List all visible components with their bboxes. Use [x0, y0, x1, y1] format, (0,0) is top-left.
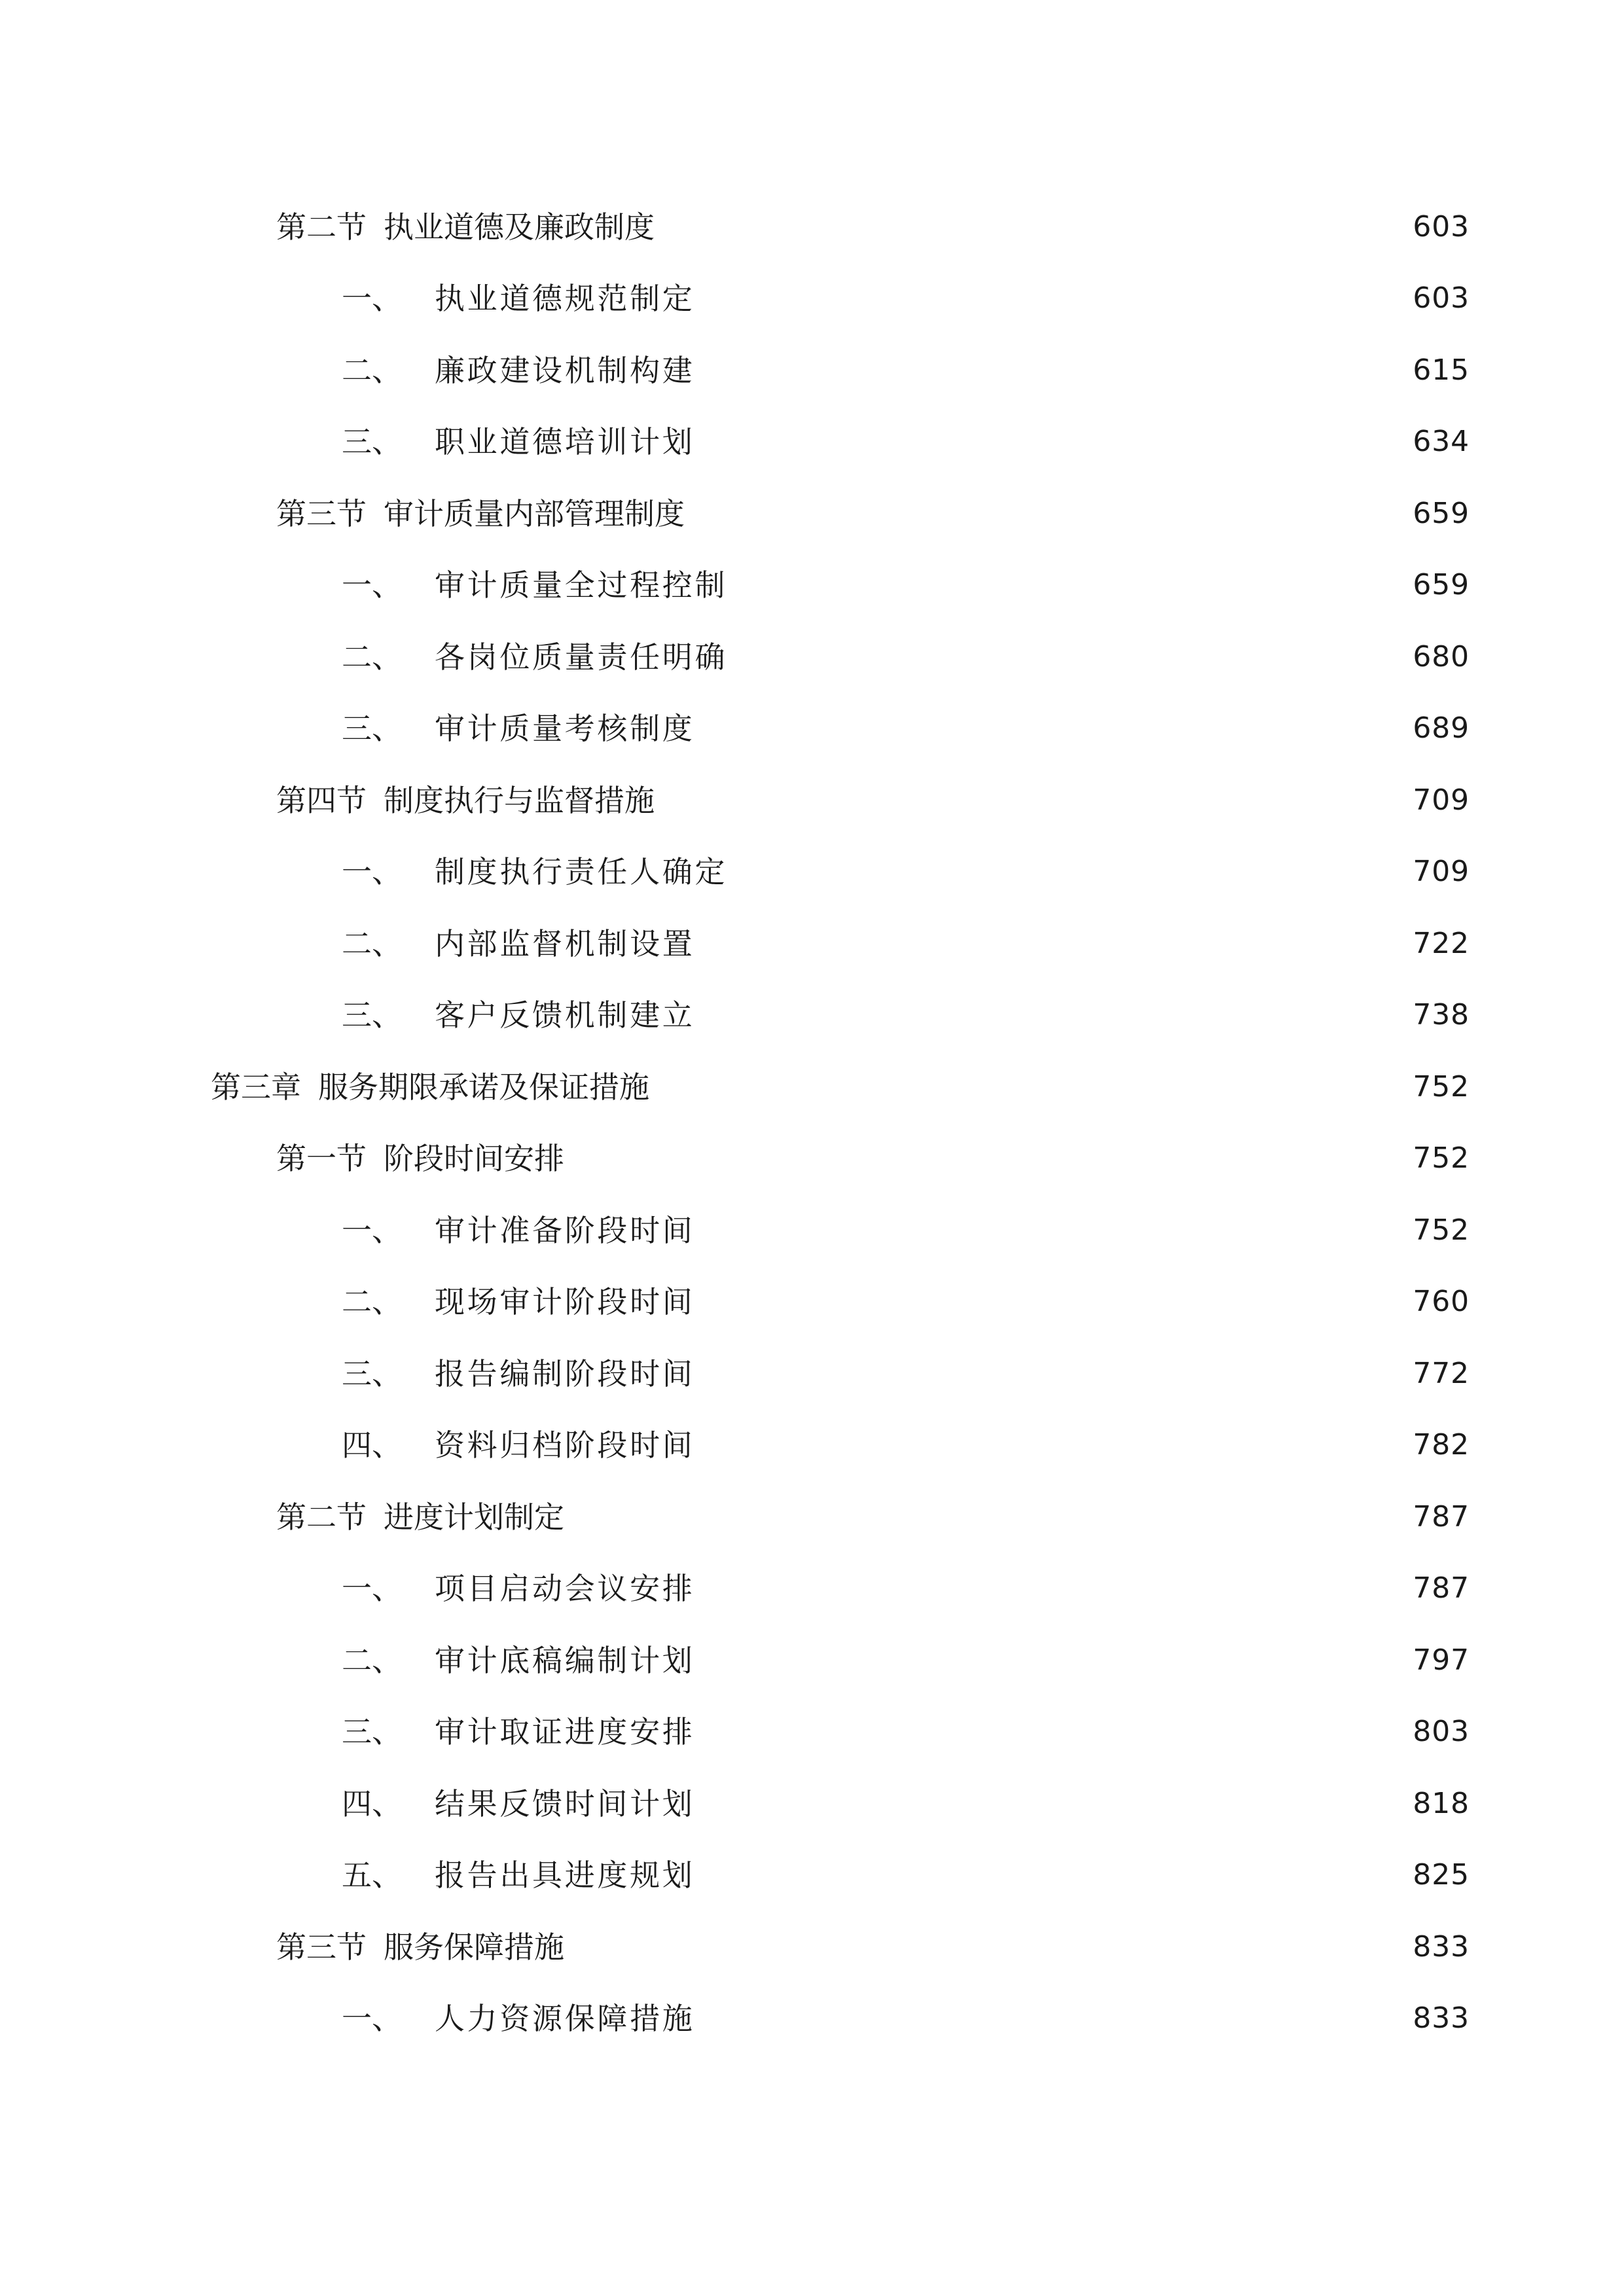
toc-entry-page-number: 797 — [1413, 1643, 1470, 1677]
toc-entry-page-number: 833 — [1413, 2001, 1470, 2036]
toc-leader-dots — [695, 499, 1396, 529]
toc-entry-8[interactable] — [0, 693, 1624, 765]
toc-entry-3[interactable] — [0, 334, 1624, 406]
toc-entry-17[interactable] — [0, 1338, 1624, 1410]
toc-leader-dots — [575, 1502, 1396, 1532]
toc-entry-title: 各岗位质量责任明确 — [435, 639, 728, 675]
toc-leader-dots — [705, 1215, 1396, 1246]
toc-entry-10[interactable] — [0, 836, 1624, 908]
toc-entry-title: 现场审计阶段时间 — [435, 1284, 695, 1320]
toc-entry-number: 一、 — [342, 1571, 402, 1607]
toc-entry-page-number: 680 — [1413, 639, 1470, 673]
toc-entry-page-number: 752 — [1413, 1069, 1470, 1103]
toc-entry-page-number: 659 — [1413, 568, 1470, 602]
toc-entry-page-number: 818 — [1413, 1786, 1470, 1820]
toc-entry-title: 执业道德规范制定 — [435, 281, 695, 317]
toc-entry-page-number: 709 — [1413, 783, 1470, 817]
toc-entry-number: 五、 — [342, 1857, 402, 1893]
toc-entry-number: 一、 — [342, 2001, 402, 2037]
toc-entry-page-number: 634 — [1413, 425, 1470, 459]
toc-entry-title: 报告出具进度规划 — [435, 1857, 695, 1893]
toc-entry-title: 项目启动会议安排 — [435, 1571, 695, 1607]
toc-entry-number: 第三节 — [276, 1929, 367, 1965]
toc-entry-page-number: 603 — [1413, 281, 1470, 315]
toc-leader-dots — [705, 2003, 1396, 2034]
toc-entry-title: 审计准备阶段时间 — [435, 1212, 695, 1248]
toc-entry-number: 二、 — [342, 639, 402, 675]
toc-entry-19[interactable] — [0, 1481, 1624, 1553]
toc-entry-page-number: 787 — [1413, 1499, 1470, 1534]
toc-entry-4[interactable] — [0, 406, 1624, 478]
toc-entry-number: 三、 — [342, 1714, 402, 1750]
toc-entry-1[interactable] — [0, 191, 1624, 263]
toc-entry-number: 一、 — [342, 281, 402, 317]
toc-leader-dots — [738, 857, 1396, 887]
toc-entry-7[interactable] — [0, 621, 1624, 693]
toc-entry-page-number: 603 — [1413, 209, 1470, 243]
toc-leader-dots — [575, 1932, 1396, 1962]
toc-entry-title: 阶段时间安排 — [384, 1141, 564, 1177]
toc-entry-title: 制度执行责任人确定 — [435, 854, 728, 890]
toc-entry-title: 审计质量内部管理制度 — [384, 495, 685, 531]
toc-entry-number: 第三章 — [211, 1069, 301, 1105]
toc-entry-23[interactable] — [0, 1768, 1624, 1840]
toc-entry-number: 二、 — [342, 352, 402, 388]
toc-entry-number: 三、 — [342, 1355, 402, 1391]
toc-entry-number: 第一节 — [276, 1141, 367, 1177]
toc-entry-number: 第二节 — [276, 209, 367, 245]
toc-leader-dots — [705, 1645, 1396, 1676]
toc-entry-number: 四、 — [342, 1427, 402, 1463]
toc-entry-title: 制度执行与监督措施 — [384, 782, 655, 818]
toc-entry-page-number: 787 — [1413, 1571, 1470, 1605]
toc-entry-page-number: 752 — [1413, 1213, 1470, 1247]
toc-entry-page-number: 722 — [1413, 926, 1470, 960]
toc-entry-page-number: 659 — [1413, 496, 1470, 530]
toc-leader-dots — [665, 785, 1396, 816]
toc-entry-title: 报告编制阶段时间 — [435, 1355, 695, 1391]
toc-entry-number: 一、 — [342, 854, 402, 890]
toc-leader-dots — [705, 929, 1396, 959]
toc-entry-page-number: 752 — [1413, 1141, 1470, 1175]
toc-leader-dots — [705, 1789, 1396, 1819]
toc-entry-number: 四、 — [342, 1785, 402, 1821]
toc-leader-dots — [705, 1287, 1396, 1317]
toc-leader-dots — [705, 1359, 1396, 1389]
toc-entry-number: 一、 — [342, 1212, 402, 1248]
toc-entry-2[interactable] — [0, 263, 1624, 335]
toc-entry-number: 第三节 — [276, 495, 367, 531]
toc-entry-26[interactable] — [0, 1983, 1624, 2055]
toc-entry-page-number: 689 — [1413, 711, 1470, 745]
toc-entry-page-number: 738 — [1413, 998, 1470, 1032]
toc-leader-dots — [665, 212, 1396, 242]
toc-leader-dots — [705, 1573, 1396, 1604]
toc-entry-number: 第二节 — [276, 1499, 367, 1535]
toc-entry-20[interactable] — [0, 1553, 1624, 1625]
toc-entry-page-number: 803 — [1413, 1715, 1470, 1749]
toc-entry-number: 二、 — [342, 925, 402, 961]
toc-entry-title: 内部监督机制设置 — [435, 925, 695, 961]
toc-entry-title: 客户反馈机制建立 — [435, 997, 695, 1033]
toc-entry-title: 执业道德及廉政制度 — [384, 209, 655, 245]
toc-entry-title: 廉政建设机制构建 — [435, 352, 695, 388]
toc-leader-dots — [705, 713, 1396, 744]
toc-leader-dots — [705, 1430, 1396, 1460]
toc-entry-number: 第四节 — [276, 782, 367, 818]
toc-entry-title: 人力资源保障措施 — [435, 2001, 695, 2037]
toc-entry-5[interactable] — [0, 478, 1624, 550]
toc-leader-dots — [705, 1860, 1396, 1890]
toc-entry-title: 审计取证进度安排 — [435, 1714, 695, 1750]
toc-entry-title: 服务保障措施 — [384, 1929, 564, 1965]
toc-entry-page-number: 760 — [1413, 1285, 1470, 1319]
toc-entry-title: 审计质量全过程控制 — [435, 567, 728, 603]
toc-entry-title: 审计底稿编制计划 — [435, 1642, 695, 1678]
toc-entry-page-number: 615 — [1413, 353, 1470, 387]
toc-entry-11[interactable] — [0, 908, 1624, 980]
toc-entry-title: 服务期限承诺及保证措施 — [318, 1069, 649, 1105]
toc-entry-page-number: 833 — [1413, 1929, 1470, 1964]
toc-leader-dots — [738, 642, 1396, 672]
toc-entry-12[interactable] — [0, 980, 1624, 1052]
toc-entry-title: 进度计划制定 — [384, 1499, 564, 1535]
toc-entry-page-number: 709 — [1413, 855, 1470, 889]
toc-entry-15[interactable] — [0, 1194, 1624, 1266]
toc-entry-page-number: 772 — [1413, 1356, 1470, 1390]
toc-entry-24[interactable] — [0, 1840, 1624, 1912]
toc-entry-page-number: 825 — [1413, 1858, 1470, 1892]
toc-leader-dots — [575, 1143, 1396, 1174]
toc-leader-dots — [705, 355, 1396, 386]
toc-leader-dots — [738, 570, 1396, 600]
toc-entry-number: 三、 — [342, 711, 402, 747]
toc-entry-21[interactable] — [0, 1624, 1624, 1696]
toc-entry-18[interactable] — [0, 1410, 1624, 1482]
table-of-contents — [0, 191, 1624, 2054]
toc-entry-number: 二、 — [342, 1284, 402, 1320]
toc-leader-dots — [660, 1072, 1396, 1102]
toc-leader-dots — [705, 283, 1396, 314]
toc-entry-title: 职业道德培训计划 — [435, 424, 695, 460]
toc-entry-6[interactable] — [0, 550, 1624, 622]
toc-entry-title: 结果反馈时间计划 — [435, 1785, 695, 1821]
toc-entry-title: 审计质量考核制度 — [435, 711, 695, 747]
toc-entry-number: 一、 — [342, 567, 402, 603]
toc-entry-22[interactable] — [0, 1696, 1624, 1768]
toc-entry-title: 资料归档阶段时间 — [435, 1427, 695, 1463]
toc-entry-16[interactable] — [0, 1266, 1624, 1338]
toc-entry-page-number: 782 — [1413, 1428, 1470, 1462]
toc-leader-dots — [705, 427, 1396, 457]
toc-leader-dots — [705, 1000, 1396, 1030]
toc-entry-number: 三、 — [342, 424, 402, 460]
toc-leader-dots — [705, 1717, 1396, 1747]
toc-entry-14[interactable] — [0, 1123, 1624, 1195]
toc-entry-13[interactable] — [0, 1051, 1624, 1123]
toc-entry-9[interactable] — [0, 764, 1624, 836]
toc-entry-number: 三、 — [342, 997, 402, 1033]
toc-entry-25[interactable] — [0, 1911, 1624, 1983]
toc-entry-number: 二、 — [342, 1642, 402, 1678]
